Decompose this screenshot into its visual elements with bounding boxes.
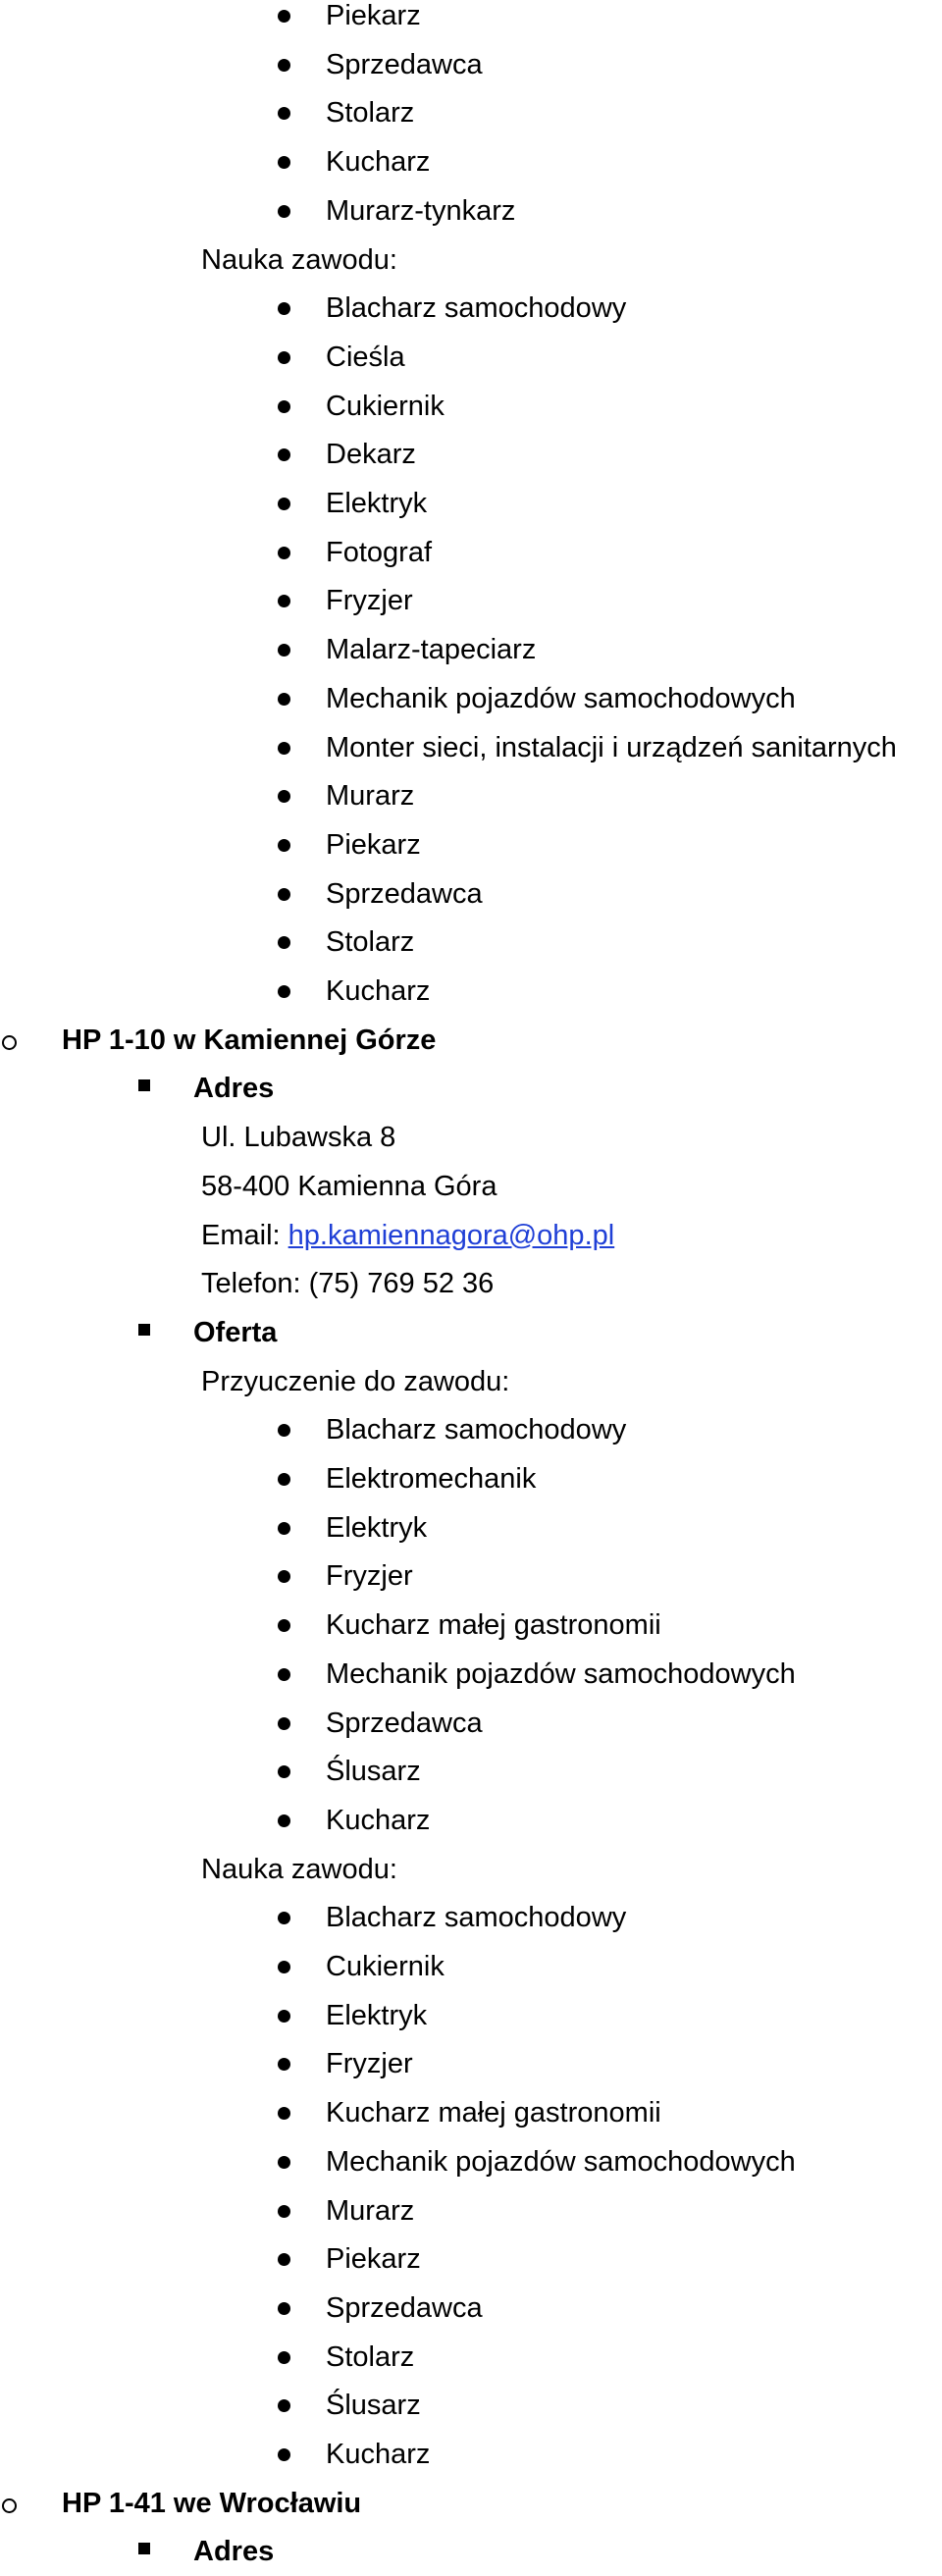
- bullet-dot-icon: [278, 1717, 290, 1730]
- bullet-square-icon: [138, 2543, 150, 2554]
- list-item: Stolarz: [326, 97, 415, 130]
- bullet-dot-icon: [278, 2253, 290, 2266]
- bullet-dot-icon: [278, 693, 290, 706]
- list-item: Cieśla: [326, 341, 405, 373]
- list-item: Piekarz: [326, 0, 421, 31]
- bullet-dot-icon: [278, 1668, 290, 1681]
- list-item: Blacharz samochodowy: [326, 1902, 627, 1934]
- oferta-heading: Oferta: [193, 1316, 278, 1348]
- bullet-dot-icon: [278, 985, 290, 998]
- list-item: Elektromechanik: [326, 1463, 537, 1495]
- email-line: [201, 1211, 614, 1260]
- list-item: Kucharz: [326, 1804, 431, 1836]
- przyuczenie-label: Przyuczenie do zawodu:: [201, 1365, 510, 1397]
- bullet-dot-icon: [278, 2448, 290, 2461]
- bullet-dot-icon: [278, 1473, 290, 1486]
- list-item: Malarz-tapeciarz: [326, 634, 537, 666]
- list-item: Sprzedawca: [326, 48, 483, 80]
- bullet-dot-icon: [278, 742, 290, 755]
- bullet-dot-icon: [278, 790, 290, 803]
- list-item: Sprzedawca: [326, 1707, 483, 1739]
- list-item: Stolarz: [326, 2340, 415, 2373]
- bullet-dot-icon: [278, 644, 290, 657]
- bullet-dot-icon: [278, 156, 290, 169]
- bullet-circle-icon: [2, 1035, 17, 1050]
- nauka-zawodu-label: Nauka zawodu:: [201, 243, 397, 276]
- list-item: Kucharz małej gastronomii: [326, 1609, 661, 1642]
- bullet-square-icon: [138, 1079, 150, 1091]
- bullet-dot-icon: [278, 1522, 290, 1535]
- list-item: Mechanik pojazdów samochodowych: [326, 1657, 796, 1690]
- email-link[interactable]: hp.kamiennagora@ohp.pl: [288, 1219, 615, 1251]
- list-item: Murarz: [326, 780, 415, 813]
- section-title: HP 1-41 we Wrocławiu: [62, 2487, 362, 2519]
- bullet-dot-icon: [278, 10, 290, 23]
- bullet-dot-icon: [278, 1961, 290, 1973]
- list-item: Kucharz małej gastronomii: [326, 2097, 661, 2129]
- list-item: Elektryk: [326, 1511, 428, 1544]
- list-item: Dekarz: [326, 439, 416, 471]
- list-item: Mechanik pojazdów samochodowych: [326, 682, 796, 714]
- list-item: Cukiernik: [326, 1951, 445, 1982]
- bullet-dot-icon: [278, 839, 290, 852]
- list-item: Fotograf: [326, 536, 432, 568]
- list-item: Fryzjer: [326, 2048, 413, 2080]
- bullet-dot-icon: [278, 2107, 290, 2120]
- list-item: Sprzedawca: [326, 877, 483, 910]
- adres-heading: Adres: [193, 1073, 275, 1105]
- bullet-dot-icon: [278, 205, 290, 218]
- address-city: 58-400 Kamienna Góra: [201, 1170, 497, 1202]
- bullet-dot-icon: [278, 400, 290, 413]
- bullet-circle-icon: [2, 2498, 17, 2513]
- address-street: Ul. Lubawska 8: [201, 1122, 396, 1154]
- list-item: Elektryk: [326, 1999, 428, 2031]
- list-item: Stolarz: [326, 926, 415, 959]
- bullet-dot-icon: [278, 498, 290, 510]
- bullet-dot-icon: [278, 2058, 290, 2071]
- list-item: Cukiernik: [326, 390, 445, 422]
- list-item: Ślusarz: [326, 1756, 421, 1788]
- bullet-dot-icon: [278, 2010, 290, 2023]
- list-item: Elektryk: [326, 488, 428, 519]
- list-item: Fryzjer: [326, 1560, 413, 1593]
- list-item: Fryzjer: [326, 585, 413, 617]
- bullet-square-icon: [138, 1324, 150, 1336]
- bullet-dot-icon: [278, 547, 290, 559]
- bullet-dot-icon: [278, 2302, 290, 2315]
- list-item: Blacharz samochodowy: [326, 292, 627, 325]
- list-item: Blacharz samochodowy: [326, 1414, 627, 1446]
- list-item: Murarz: [326, 2194, 415, 2227]
- bullet-dot-icon: [278, 595, 290, 607]
- list-item: Piekarz: [326, 828, 421, 861]
- list-item: Murarz-tynkarz: [326, 194, 516, 227]
- bullet-dot-icon: [278, 1814, 290, 1827]
- bullet-dot-icon: [278, 1570, 290, 1583]
- bullet-dot-icon: [278, 59, 290, 72]
- phone-line: Telefon: (75) 769 52 36: [201, 1268, 495, 1300]
- bullet-dot-icon: [278, 1765, 290, 1778]
- bullet-dot-icon: [278, 351, 290, 364]
- bullet-dot-icon: [278, 888, 290, 901]
- list-item: Kucharz: [326, 2439, 431, 2470]
- bullet-dot-icon: [278, 1619, 290, 1632]
- list-item: Ślusarz: [326, 2390, 421, 2422]
- bullet-dot-icon: [278, 2351, 290, 2364]
- adres-heading: Adres: [193, 2536, 275, 2568]
- bullet-dot-icon: [278, 1424, 290, 1437]
- bullet-dot-icon: [278, 2399, 290, 2412]
- bullet-dot-icon: [278, 448, 290, 461]
- bullet-dot-icon: [278, 107, 290, 120]
- bullet-dot-icon: [278, 2156, 290, 2169]
- list-item: Sprzedawca: [326, 2291, 483, 2324]
- section-title: HP 1-10 w Kamiennej Górze: [62, 1024, 437, 1056]
- list-item: Kucharz: [326, 146, 431, 179]
- list-item: Mechanik pojazdów samochodowych: [326, 2145, 796, 2178]
- bullet-dot-icon: [278, 302, 290, 315]
- list-item: Piekarz: [326, 2243, 421, 2276]
- list-item: Monter sieci, instalacji i urządzeń sanitarnych: [326, 731, 897, 763]
- email-label: Email:: [201, 1219, 288, 1251]
- bullet-dot-icon: [278, 1912, 290, 1924]
- list-item: Kucharz: [326, 975, 431, 1007]
- bullet-dot-icon: [278, 2205, 290, 2218]
- nauka-zawodu-label: Nauka zawodu:: [201, 1853, 397, 1885]
- bullet-dot-icon: [278, 936, 290, 949]
